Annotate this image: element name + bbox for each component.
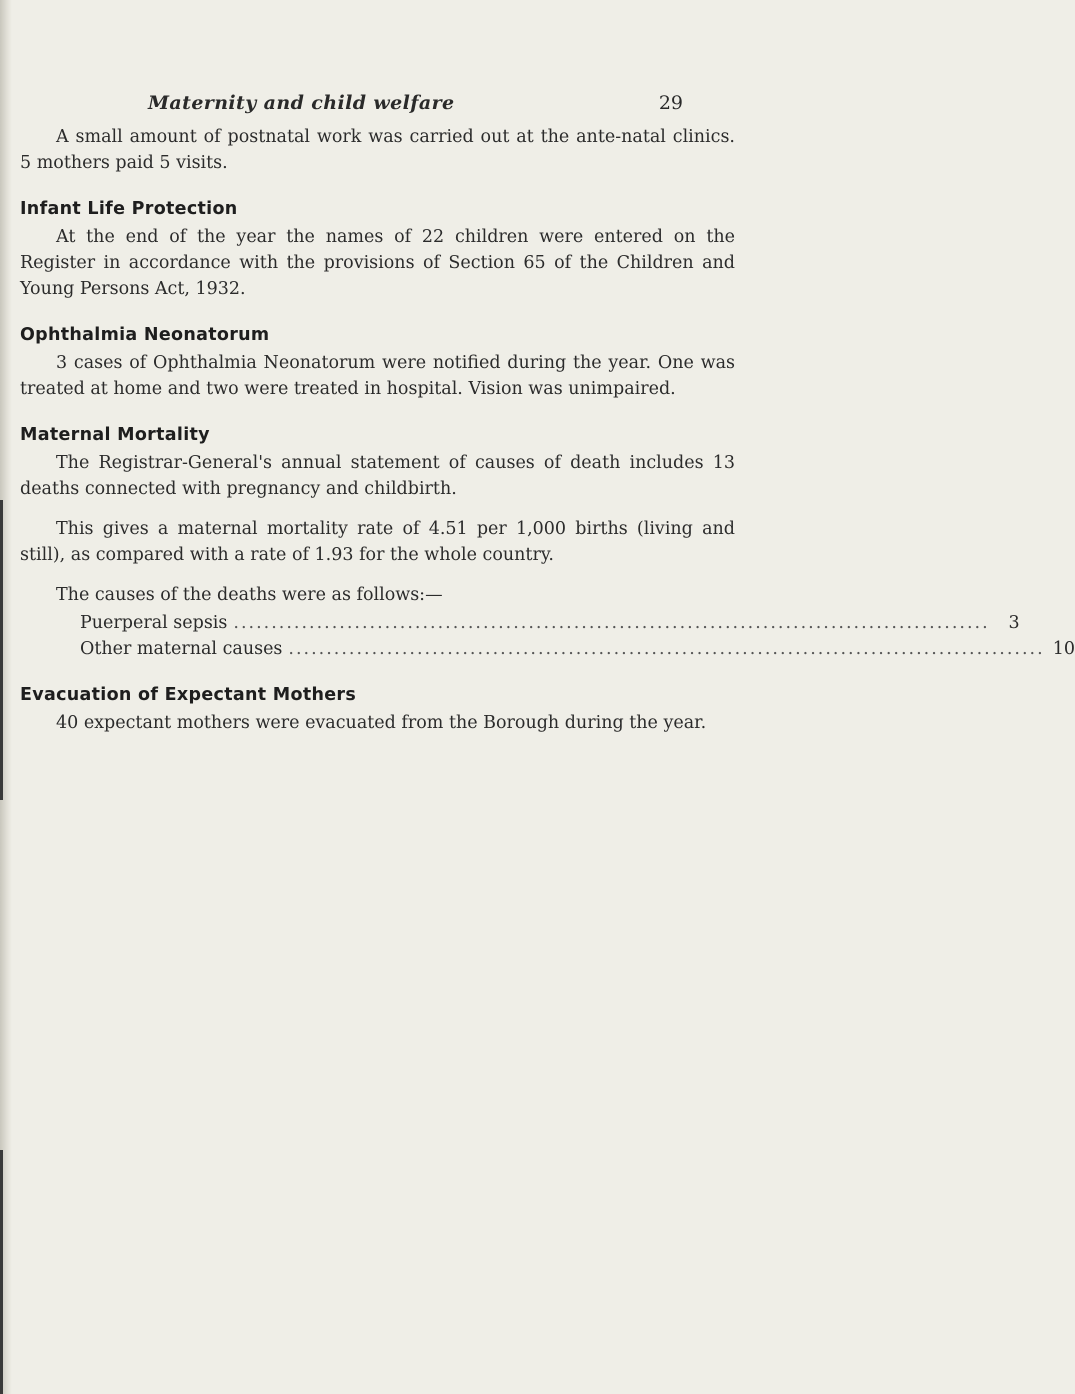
- evacuation-paragraph: 40 expectant mothers were evacuated from the Borough during the year.: [56, 713, 707, 733]
- page-body: [20, 124, 1075, 736]
- cause-row: [56, 636, 1075, 662]
- causes-intro: The causes of the deaths were as follows:—: [56, 585, 443, 605]
- cause-row: [56, 610, 1020, 636]
- ophthalmia-neonatorum-paragraph: 3 cases of Ophthalmia Neonatorum were notified during the year. One was treated at home and two were treated in hospital. Vision was unimpaired.: [20, 353, 735, 399]
- cause-label: Puerperal sepsis: [80, 613, 228, 633]
- section-heading-maternal-mortality: Maternal Mortality: [20, 425, 210, 445]
- page-number: 29: [658, 92, 683, 114]
- binding-edge-line: [0, 1150, 3, 1394]
- section-heading-evacuation: Evacuation of Expectant Mothers: [20, 685, 357, 705]
- cause-label: Other maternal causes: [80, 639, 283, 659]
- maternal-mortality-paragraph-1: The Registrar-General's annual statement of causes of death includes 13 deaths connected with pregnancy and childbirth.: [20, 453, 735, 499]
- section-heading-ophthalmia-neonatorum: Ophthalmia Neonatorum: [20, 325, 270, 345]
- causes-list: [20, 610, 1075, 662]
- intro-paragraph: A small amount of postnatal work was carried out at the ante-natal clinics. 5 mothers paid 5 visits.: [20, 127, 735, 173]
- running-title: Maternity and child welfare: [148, 92, 455, 114]
- dot-leader: ....................................................................................................: [288, 639, 1045, 659]
- binding-edge-line: [0, 500, 3, 800]
- dot-leader: ....................................................................................................: [233, 613, 990, 633]
- cause-count: 3: [1008, 613, 1020, 633]
- cause-count: 10: [1052, 639, 1075, 659]
- page-header: [0, 92, 800, 122]
- infant-life-protection-paragraph: At the end of the year the names of 22 children were entered on the Register in accordance with the provisions of Section 65 of the Children and Young Persons Act, 1932.: [20, 227, 735, 299]
- maternal-mortality-paragraph-2: This gives a maternal mortality rate of 4.51 per 1,000 births (living and still), as compared with a rate of 1.93 for the whole country.: [20, 519, 735, 565]
- section-heading-infant-life-protection: Infant Life Protection: [20, 199, 238, 219]
